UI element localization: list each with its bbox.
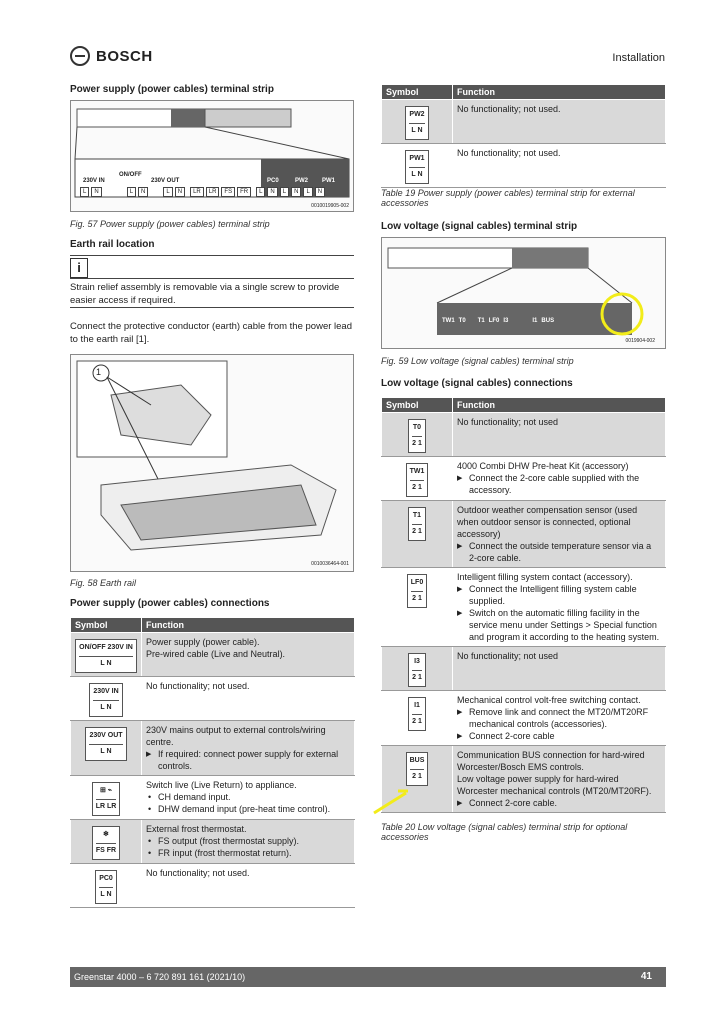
symbol-i1 <box>408 697 426 731</box>
symbol-terms: 2 1 <box>412 436 422 450</box>
label-i1: I1 <box>532 318 538 324</box>
bosch-logo-icon <box>70 46 90 66</box>
function-text: No functionality; not used. <box>453 100 666 144</box>
table-row <box>382 568 666 647</box>
terminal-row <box>79 187 326 197</box>
bullet-text: ▶ Remove link and connect the MT20/MT20RF mechanical controls (accessories). <box>457 706 661 730</box>
accessories-table <box>381 84 666 188</box>
symbol-pw1 <box>405 150 428 184</box>
symbol-230v-in <box>89 683 122 717</box>
symbol-label: 230V OUT <box>89 732 123 739</box>
symbol-terms: FS FR <box>96 843 116 857</box>
info-icon: i <box>70 258 88 278</box>
col-function: Function <box>453 85 666 100</box>
symbol-pw2 <box>405 106 428 140</box>
symbol-label: LF0 <box>410 579 424 586</box>
bullet-text: ▶ Connect 2-core cable <box>457 730 661 742</box>
function-text: No functionality; not used <box>453 647 666 691</box>
table-row <box>71 820 355 864</box>
terminal: N <box>267 187 277 197</box>
col-function: Function <box>453 398 666 413</box>
table-row <box>71 677 355 721</box>
table-row <box>382 144 666 188</box>
terminal: L <box>303 187 312 197</box>
bullet-text: • DHW demand input (pre-heat time control). <box>146 803 350 815</box>
figure-code: 0019904-002 <box>625 338 655 344</box>
symbol-terms: 2 1 <box>412 670 422 684</box>
terminal: L <box>280 187 289 197</box>
terminal: N <box>291 187 301 197</box>
function-text: No functionality; not used. <box>142 677 355 721</box>
table-row <box>71 633 355 677</box>
page-number: 41 <box>640 971 652 982</box>
col-symbol: Symbol <box>382 85 453 100</box>
bullet-text: ▶ Switch on the automatic filling facility in the service menu under Settings > Special function and program it according to the heating system. <box>457 607 661 643</box>
function-text: 4000 Combi DHW Pre-heat Kit (accessory) <box>457 461 629 471</box>
function-text: External frost thermostat. <box>146 824 247 834</box>
table-header-row <box>71 618 355 633</box>
symbol-terms: L N <box>79 656 133 670</box>
figure-58-caption: Fig. 58 Earth rail <box>70 578 137 588</box>
terminal: N <box>175 187 185 197</box>
symbol-terms: L N <box>99 887 113 901</box>
label-t0: T0 <box>458 318 466 324</box>
table-row <box>71 864 355 908</box>
label-t1: T1 <box>477 318 485 324</box>
label-onoff: ON/OFF <box>119 172 142 178</box>
strip-labels <box>442 318 554 324</box>
symbol-lf0 <box>407 574 427 608</box>
terminal: LR <box>206 187 220 197</box>
terminal: L <box>256 187 265 197</box>
terminal: L <box>80 187 89 197</box>
label-lf0: LF0 <box>488 318 500 324</box>
table-row <box>382 647 666 691</box>
heading-low-voltage-strip: Low voltage (signal cables) terminal strip <box>381 221 578 232</box>
earth-paragraph: Connect the protective conductor (earth) cable from the power lead to the earth rail [1]. <box>70 321 352 345</box>
figure-59 <box>381 237 666 349</box>
divider <box>70 278 354 279</box>
symbol-switch-live <box>92 782 121 816</box>
symbol-label: I3 <box>414 658 420 665</box>
divider <box>70 307 354 308</box>
symbol-230v-out <box>85 727 126 761</box>
page-footer <box>70 967 666 987</box>
low-voltage-strip-diagram <box>382 238 665 348</box>
footer-document-id: Greenstar 4000 – 6 720 891 161 (2021/10) <box>74 972 246 982</box>
symbol-terms: 2 1 <box>412 524 422 538</box>
table-row <box>71 721 355 776</box>
table-row <box>382 691 666 746</box>
table-row <box>71 776 355 820</box>
table-row <box>382 100 666 144</box>
symbol-label: TW1 <box>409 468 425 475</box>
symbol-label: ON/OFF 230V IN <box>79 644 133 651</box>
symbol-terms: L N <box>93 700 118 714</box>
symbol-t1 <box>408 507 426 541</box>
function-text: Low voltage power supply for hard-wired Worcester mechanical controls (MT20/MT20RF). <box>457 774 652 796</box>
bullet-text: ▶ Connect the Intelligent filling system cable supplied. <box>457 583 661 607</box>
highlight-arrow-mark <box>370 785 414 817</box>
info-text: Strain relief assembly is removable via a single screw to provide easier access if required. <box>70 282 340 306</box>
symbol-bus <box>406 752 429 786</box>
figure-59-caption: Fig. 59 Low voltage (signal cables) terminal strip <box>381 356 574 366</box>
heading-low-voltage-connections: Low voltage (signal cables) connections <box>381 378 573 389</box>
symbol-t0 <box>408 419 426 453</box>
label-230v-in: 230V IN <box>83 178 105 184</box>
function-text: Mechanical control volt-free switching contact. <box>457 695 641 705</box>
terminal: FR <box>237 187 251 197</box>
function-text: Outdoor weather compensation sensor (used when outdoor sensor is connected, optional accessory) <box>457 505 638 539</box>
function-text: Communication BUS connection for hard-wired Worcester/Bosch EMS controls. <box>457 750 645 772</box>
label-bus: BUS <box>541 318 555 324</box>
function-text: Switch live (Live Return) to appliance. <box>146 780 297 790</box>
col-function: Function <box>142 618 355 633</box>
function-text: No functionality; not used. <box>453 144 666 188</box>
section-title: Installation <box>612 52 665 64</box>
function-text: 230V mains output to external controls/wiring centre. <box>146 725 326 747</box>
symbol-frost <box>92 826 120 860</box>
symbol-label: T0 <box>412 424 422 431</box>
bullet-text: ▶ Connect the 2-core cable supplied with the accessory. <box>457 472 661 496</box>
earth-rail-illustration <box>71 355 353 571</box>
table-header-row <box>382 398 666 413</box>
figure-57-caption: Fig. 57 Power supply (power cables) terminal strip <box>70 219 270 229</box>
terminal: N <box>138 187 148 197</box>
brand-name: BOSCH <box>96 47 153 65</box>
figure-code: 0010019905-002 <box>311 203 349 209</box>
symbol-terms: L N <box>409 167 424 181</box>
symbol-label: PW1 <box>409 155 425 162</box>
terminal: N <box>91 187 101 197</box>
symbol-label: PC0 <box>99 875 113 882</box>
table-20-caption: Table 20 Low voltage (signal cables) terminal strip for optional accessories <box>381 822 628 842</box>
heading-power-strip: Power supply (power cables) terminal strip <box>70 84 274 95</box>
heading-earth-rail: Earth rail location <box>70 239 155 250</box>
symbol-terms: 2 1 <box>412 714 422 728</box>
label-pw2: PW2 <box>295 178 309 184</box>
symbol-tw1 <box>406 463 429 497</box>
heading-power-connections: Power supply (power cables) connections <box>70 598 270 609</box>
symbol-label: 230V IN <box>93 688 119 695</box>
symbol-terms: 2 1 <box>410 480 425 494</box>
symbol-terms: LR LR <box>96 799 117 813</box>
symbol-terms: L N <box>89 744 122 758</box>
symbol-label: ⊞ ⌁ <box>99 787 112 794</box>
symbol-label: T1 <box>412 512 422 519</box>
label-i3: I3 <box>503 318 509 324</box>
function-text: Pre-wired cable (Live and Neutral). <box>146 649 286 659</box>
table-row <box>382 746 666 813</box>
col-symbol: Symbol <box>71 618 142 633</box>
col-symbol: Symbol <box>382 398 453 413</box>
table-19-caption: Table 19 Power supply (power cables) terminal strip for external accessories <box>381 188 635 208</box>
table-row <box>382 457 666 501</box>
power-connections-table <box>70 617 355 908</box>
terminal: FS <box>221 187 235 197</box>
symbol-terms: 2 1 <box>410 769 425 783</box>
label-tw1: TW1 <box>442 318 455 324</box>
function-text: Intelligent filling system contact (accessory). <box>457 572 633 582</box>
callout-1: 1 <box>96 367 102 377</box>
symbol-onoff <box>75 639 137 673</box>
figure-57 <box>70 100 354 212</box>
divider <box>70 255 354 256</box>
bullet-text: ▶ Connect 2-core cable. <box>457 797 661 809</box>
figure-code: 0010036464-001 <box>311 561 349 567</box>
low-voltage-table <box>381 397 666 813</box>
symbol-label: I1 <box>414 702 420 709</box>
terminal: L <box>163 187 172 197</box>
symbol-terms: 2 1 <box>411 591 423 605</box>
symbol-terms: L N <box>409 123 424 137</box>
symbol-pc0 <box>95 870 117 904</box>
symbol-label: BUS <box>409 757 425 764</box>
bullet-text: ▶ If required: connect power supply for external controls. <box>146 748 350 772</box>
terminal: LR <box>190 187 204 197</box>
function-text: No functionality; not used. <box>142 864 355 908</box>
function-text: Power supply (power cable). <box>146 637 260 647</box>
bosch-logo <box>70 46 153 66</box>
table-header-row <box>382 85 666 100</box>
snowflake-icon: ❄ <box>103 831 109 838</box>
figure-58 <box>70 354 354 572</box>
function-text: No functionality; not used <box>453 413 666 457</box>
label-230v-out: 230V OUT <box>151 178 180 184</box>
terminal: N <box>315 187 325 197</box>
symbol-label: PW2 <box>409 111 425 118</box>
terminal: L <box>127 187 136 197</box>
bullet-text: ▶ Connect the outside temperature sensor via a 2-core cable. <box>457 540 661 564</box>
table-row <box>382 501 666 568</box>
bullet-text: • FR input (frost thermostat return). <box>146 847 350 859</box>
label-pc0: PC0 <box>267 178 279 184</box>
label-pw1: PW1 <box>322 178 336 184</box>
bullet-text: • CH demand input. <box>146 791 350 803</box>
table-row <box>382 413 666 457</box>
bullet-text: • FS output (frost thermostat supply). <box>146 835 350 847</box>
symbol-i3 <box>408 653 426 687</box>
